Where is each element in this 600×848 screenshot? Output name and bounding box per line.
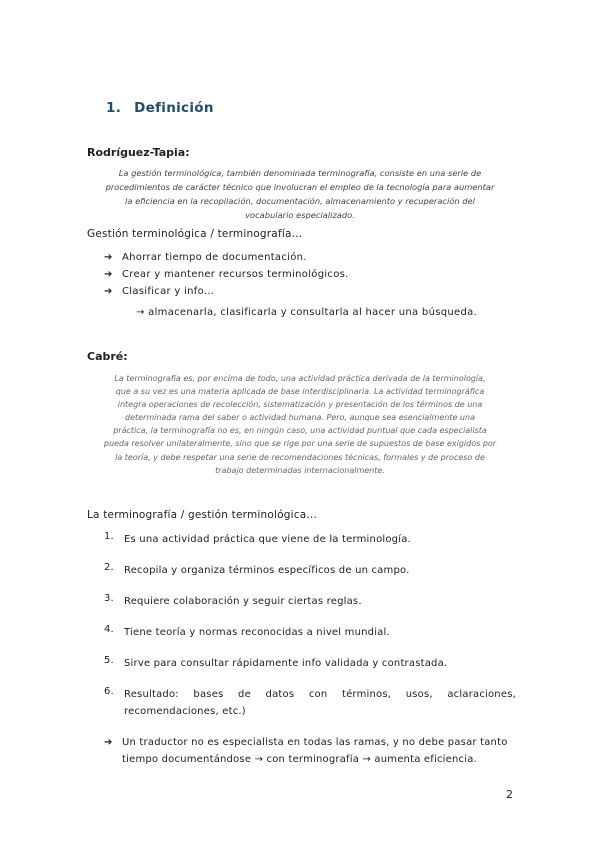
quote-line: pueda resolver unilateralmente, sino que se rige por una serie de supuestos de base exigidos por [103,439,497,449]
bullet-list [104,249,349,300]
quote-line: la teoría, y debe respetar una serie de recomendaciones técnicas, formales y de proceso de [115,452,485,462]
quote-line: trabajo determinadas internacionalmente. [215,465,385,475]
quote-line: La gestión terminológica, también denominada terminografía, consiste en una serie de [118,168,482,178]
list-item: ➔ Crear y mantener recursos terminológicos. [104,266,349,283]
quote-line: procedimientos de carácter técnico que involucran el empleo de la tecnología para aumentar [105,182,495,192]
list-item: 3. Requiere colaboración y seguir ciertas reglas. [104,593,362,607]
arrow-icon: ➔ [104,286,113,297]
list-item: 5. Sirve para consultar rápidamente info validada y contrastada. [104,655,448,669]
page-number: 2 [506,788,513,801]
author-rodriguez-tapia: Rodríguez-Tapia: [87,146,190,159]
list-item: 4. Tiene teoría y normas reconocidas a nivel mundial. [104,624,390,638]
list-item: 2. Recopila y organiza términos específicos de un campo. [104,562,410,576]
ordered-list [104,531,516,731]
arrow-icon: ➔ [104,252,113,263]
quote-line: integra operaciones de recolección, sistematización y presentación de los términos de una [117,400,483,410]
author-cabre: Cabré: [87,350,128,363]
subheading-terminografia: La terminografía / gestión terminológica… [87,509,318,521]
quote-cabre [86,372,514,477]
quote-line: determinada rama del saber o actividad humana. Pero, aunque sea esencialmente una [125,413,475,423]
quote-line: la eficiencia en la recopilación, documentación, almacenamiento y recuperación del [125,196,475,206]
quote-line: práctica, la terminografía no es, en ningún caso, una actividad puntual que cada especialista [113,426,487,436]
quote-line: vocabulario especializado. [245,210,355,220]
section-number: 1. [106,100,122,116]
quote-line: que a su vez es una materia aplicada de base interdisciplinaria. La actividad terminográfica [115,387,485,397]
conclusion-note: ➔ Un traductor no es especialista en todas las ramas, y no debe pasar tanto tiempo documentándose → con terminografía → aumenta eficiencia. [104,734,516,768]
arrow-icon: ➔ [104,269,113,280]
quote-rodriguez-tapia [86,166,514,222]
quote-line: La terminografía es, por encima de todo, una actividad práctica derivada de la terminología, [114,374,486,383]
arrow-icon: ➔ [104,737,113,748]
list-item: 6. Resultado: bases de datos con términos, usos, aclaraciones, recomendaciones, etc.) [104,686,516,717]
section-title: Definición [134,100,214,116]
section-heading [106,100,214,116]
list-item: ➔ Clasificar y info… [104,283,349,300]
list-item: ➔ Ahorrar tiempo de documentación. [104,249,349,266]
subheading-gestion: Gestión terminológica / terminografía… [87,228,303,240]
list-item: 1. Es una actividad práctica que viene de la terminología. [104,531,411,545]
indent-line: → almacenarla, clasificarla y consultarla al hacer una búsqueda. [136,307,478,318]
